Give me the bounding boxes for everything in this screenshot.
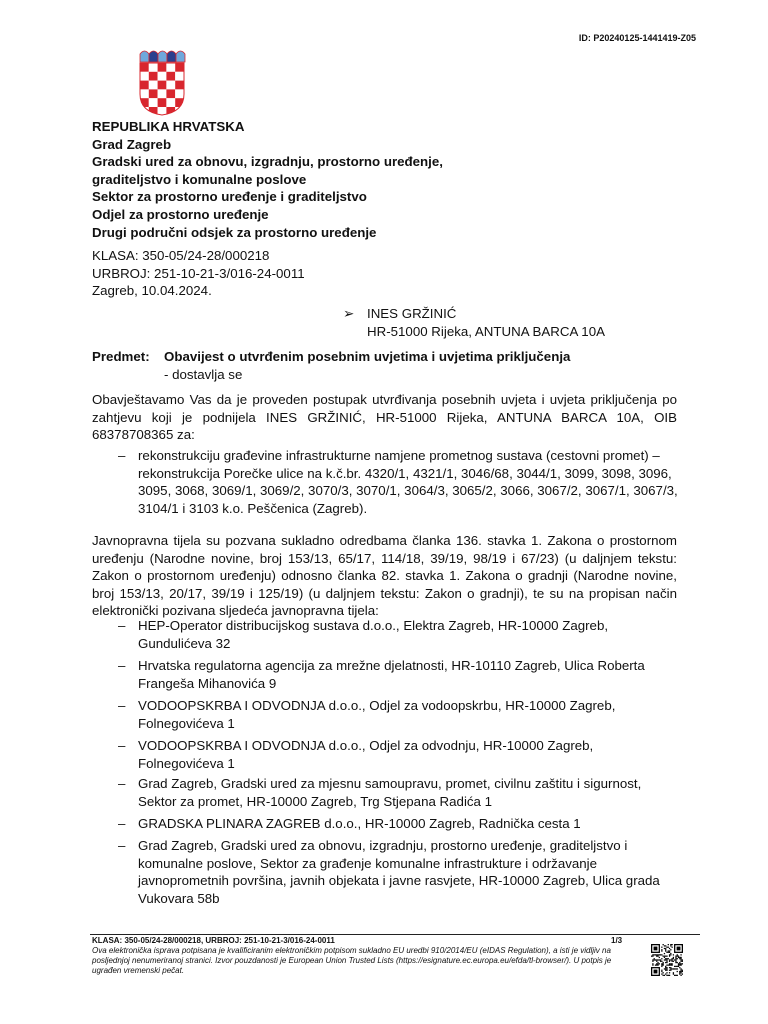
public-body-text xyxy=(138,697,678,732)
subject-label: Predmet: xyxy=(92,349,150,364)
document-meta xyxy=(92,247,305,300)
header-line-office: Gradski ured za obnovu, izgradnju, prostorno uređenje, xyxy=(92,154,443,170)
checker-square xyxy=(158,63,167,72)
public-body-line: Hrvatska regulatorna agencija za mrežne djelatnosti, HR-10110 Zagreb, Ulica Roberta xyxy=(138,658,645,673)
checker-square xyxy=(140,72,149,81)
checker-square xyxy=(166,72,175,81)
public-body-text xyxy=(138,837,678,907)
header-line-republic: REPUBLIKA HRVATSKA xyxy=(92,119,245,134)
scope-text: rekonstrukciju građevine infrastrukturne namjene prometnog sustava (cestovni promet) – rekonstrukcija Porečke ulice na k.č.br. 4320/1, 4321/1, 3046/68, 3044/1, 3099, 3098, 3096, 3095, 3068, 3069/1, 3069/2, 3070/3, 3070/1, 3064/3, 3065/2, 3066, 3067/2, 3067/1, 3067/3, 3104/1 i 3103 k.o. Peščenica (Zagreb). xyxy=(138,448,678,516)
header-line-office-cont: graditeljstvo i komunalne poslove xyxy=(92,171,307,187)
checker-square xyxy=(158,98,167,107)
checker-square xyxy=(158,72,167,81)
issuer-header xyxy=(92,118,443,241)
checker-square xyxy=(175,63,184,72)
checker-square xyxy=(166,98,175,107)
subject-text: Obavijest o utvrđenim posebnim uvjetima i uvjetima priključenja xyxy=(164,349,571,364)
dash-bullet: – xyxy=(118,658,126,673)
checker-square xyxy=(175,72,184,81)
header-line-city: Grad Zagreb xyxy=(92,136,172,152)
header-line-department: Odjel za prostorno uređenje xyxy=(92,206,269,222)
recipient-block xyxy=(343,305,605,341)
checker-square xyxy=(149,89,158,98)
place-date: Zagreb, 10.04.2024. xyxy=(92,283,212,299)
legal-paragraph: Javnopravna tijela su pozvana sukladno odredbama članka 136. stavka 1. Zakona o prostornom uređenju (Narodne novine, broj 153/13, 65/17, 114/18, 39/19, 98/19 i 67/23) (u daljnjem tekstu: Zakon o prostornom uređenju) odnosno članka 82. stavka 1. Zakona o gradnji (Narodne novine, broj 153/13, 20/17, 39/19 i 125/19) (u daljnjem tekstu: Zakon o gradnji), te su na propisan način elektronički pozivana sljedeća javnopravna tijela: xyxy=(92,533,677,619)
public-body-line: komunalne poslove, Sektor za građenje komunalne infrastrukture i održavanje xyxy=(138,855,598,871)
public-body-item xyxy=(118,657,678,692)
checker-square xyxy=(140,107,149,116)
crown-segment xyxy=(149,51,158,62)
public-body-text xyxy=(138,775,678,810)
public-body-item xyxy=(118,617,678,652)
crown-segment xyxy=(167,51,176,62)
public-body-item xyxy=(118,697,678,732)
urbroj: URBROJ: 251-10-21-3/016-24-0011 xyxy=(92,265,305,281)
footer-divider xyxy=(90,934,700,935)
public-body-line: Vukovara 58b xyxy=(138,890,220,906)
public-body-line: Folnegovićeva 1 xyxy=(138,755,235,771)
dash-bullet: – xyxy=(118,448,126,463)
dash-bullet: – xyxy=(118,816,126,831)
recipient-name: INES GRŽINIĆ xyxy=(367,306,457,321)
checker-square xyxy=(149,72,158,81)
dash-bullet: – xyxy=(118,738,126,753)
public-body-line: Folnegovićeva 1 xyxy=(138,715,235,731)
signature-note: Ova elektronička isprava potpisana je kvalificiranim elektroničkim potpisom sukladno EU uredbi 910/2014/EU (eIDAS Regulation), a isti je vidljiv na posljednjoj nenumeriranoj stranici. Izvor pouzdanosti je European Union Trusted Lists (https://esignature.ec.europa.eu/efda/tl-browser/). U potpis je ugrađen vremenski pečat. xyxy=(92,946,612,975)
checker-square xyxy=(175,89,184,98)
public-body-line: Grad Zagreb, Gradski ured za obnovu, izgradnju, prostorno uređenje, graditeljstvo i xyxy=(138,838,628,853)
checker-square xyxy=(140,81,149,90)
public-body-line: HEP-Operator distribucijskog sustava d.o.o., Elektra Zagreb, HR-10000 Zagreb, xyxy=(138,618,609,633)
checker-square xyxy=(140,63,149,72)
croatian-coat-of-arms-icon xyxy=(137,46,187,116)
header-line-section: Drugi područni odsjek za prostorno uređenje xyxy=(92,224,377,240)
crown-segment xyxy=(176,51,185,62)
public-body-line: VODOOPSKRBA I ODVODNJA d.o.o., Odjel za odvodnju, HR-10000 Zagreb, xyxy=(138,738,594,753)
checker-square xyxy=(158,81,167,90)
dash-bullet: – xyxy=(118,618,126,633)
header-line-sector: Sektor za prostorno uređenje i graditeljstvo xyxy=(92,189,367,205)
checker-square xyxy=(166,81,175,90)
dash-bullet: – xyxy=(118,776,126,791)
document-id: ID: P20240125-1441419-Z05 xyxy=(578,33,696,43)
intro-paragraph: Obavještavamo Vas da je proveden postupak utvrđivanja posebnih uvjeta i uvjeta priključenja po zahtjevu koji je podnijela INES GRŽINIĆ, HR-51000 Rijeka, ANTUNA BARCA 10A, OIB 68378708365 za: xyxy=(92,392,677,443)
public-body-line: Grad Zagreb, Gradski ured za mjesnu samoupravu, promet, civilnu zaštitu i sigurnost, xyxy=(138,776,642,791)
public-body-item xyxy=(118,837,678,907)
page-number: 1/3 xyxy=(611,936,623,945)
recipient-address: HR-51000 Rijeka, ANTUNA BARCA 10A xyxy=(367,324,605,339)
dash-bullet: – xyxy=(118,838,126,853)
public-body-line: Sektor za promet, HR-10000 Zagreb, Trg Stjepana Radića 1 xyxy=(138,793,493,809)
checker-square xyxy=(149,98,158,107)
checker-square xyxy=(140,89,149,98)
checker-square xyxy=(149,81,158,90)
checker-square xyxy=(158,89,167,98)
footer-reference: KLASA: 350-05/24-28/000218, URBROJ: 251-10-21-3/016-24-0011 xyxy=(92,936,335,945)
public-body-item xyxy=(118,815,678,833)
scope-item xyxy=(118,447,678,517)
crown-segment xyxy=(140,51,149,62)
subject-block xyxy=(92,348,570,384)
public-body-line: Frangeša Mihanovića 9 xyxy=(138,675,277,691)
arrow-bullet-icon: ➢ xyxy=(343,306,355,321)
checker-square xyxy=(149,63,158,72)
public-body-text xyxy=(138,815,678,833)
public-body-line: VODOOPSKRBA I ODVODNJA d.o.o., Odjel za vodoopskrbu, HR-10000 Zagreb, xyxy=(138,698,616,713)
checker-square xyxy=(175,107,184,116)
subject-subline: - dostavlja se xyxy=(164,367,243,382)
public-body-line: Gundulićeva 32 xyxy=(138,635,231,651)
checker-square xyxy=(175,81,184,90)
checker-square xyxy=(166,89,175,98)
checker-square xyxy=(166,63,175,72)
public-body-item xyxy=(118,737,678,772)
public-body-text xyxy=(138,657,678,692)
public-body-line: GRADSKA PLINARA ZAGREB d.o.o., HR-10000 Zagreb, Radnička cesta 1 xyxy=(138,816,581,831)
klasa: KLASA: 350-05/24-28/000218 xyxy=(92,248,270,263)
qr-code-icon xyxy=(651,944,683,976)
public-body-text xyxy=(138,617,678,652)
public-body-line: javnoprometnih površina, javnih objekata i javne rasvjete, HR-10000 Zagreb, Ulica grada xyxy=(138,873,660,889)
public-body-item xyxy=(118,775,678,810)
dash-bullet: – xyxy=(118,698,126,713)
crown-segment xyxy=(158,51,167,62)
public-body-text xyxy=(138,737,678,772)
